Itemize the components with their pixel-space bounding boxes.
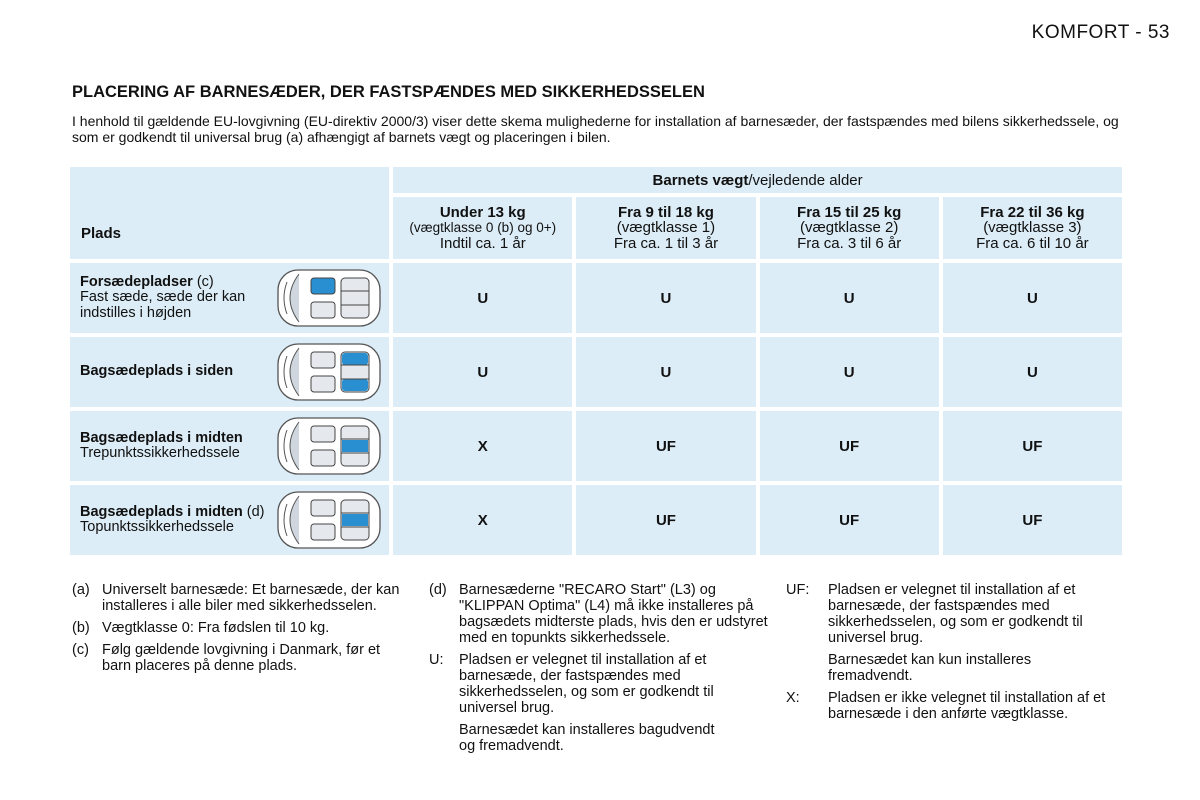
table-cell: X [393, 411, 572, 481]
table-cell: U [760, 263, 939, 333]
row-sub: Topunktssikkerhedssele [80, 519, 234, 535]
plads-header: Plads [81, 224, 122, 242]
column-klasse: (vægtklasse 1) [616, 219, 716, 237]
row-name-suffix: (c) [192, 273, 214, 290]
notes-column-1 [72, 582, 417, 680]
car-front-seat-icon [277, 268, 381, 328]
notes-column-2 [429, 582, 774, 760]
column-klasse: (vægtklasse 2) [799, 219, 899, 237]
table-cell: UF [760, 485, 939, 555]
row-header [70, 263, 389, 333]
column-klasse: (vægtklasse 3) [983, 219, 1082, 237]
column-age: Fra ca. 3 til 6 år [797, 234, 902, 252]
footnote [72, 620, 417, 636]
weight-group-bold: Barnets vægt [652, 171, 749, 189]
column-age: Fra ca. 6 til 10 år [976, 234, 1089, 252]
footnote [72, 582, 417, 614]
footnote-label: (c) [72, 642, 89, 658]
footnote-label: U: [429, 652, 444, 668]
footnote-text: Universelt barnesæde: Et barnesæde, der kan installeres i alle biler med sikkerhedsselen. [102, 582, 400, 614]
footnote [72, 642, 417, 674]
footnote-text: Pladsen er velegnet til installation af et barnesæde, der fastspændes med sikkerhedsselen, og som er godkendt til universel brug. [828, 582, 1083, 646]
car-rear-side-seat-icon [277, 342, 381, 402]
table-row [70, 485, 1122, 555]
footnote-text: Pladsen er velegnet til installation af et barnesæde, der fastspændes med sikkerhedsselen, og som er godkendt til universel brug. [459, 652, 714, 716]
column-age: Indtil ca. 1 år [439, 234, 526, 252]
table-cell: U [576, 337, 755, 407]
row-name: Bagsædeplads i midten [80, 429, 243, 446]
footnote [786, 582, 1131, 684]
row-name-suffix: (d) [242, 503, 265, 520]
section-title: PLACERING AF BARNESÆDER, DER FASTSPÆNDES MED SIKKERHEDSSELEN [72, 83, 705, 101]
footnote [786, 690, 1131, 722]
child-seat-table [66, 163, 1126, 559]
table-cell: U [943, 263, 1122, 333]
table-cell: UF [943, 411, 1122, 481]
footnote-text: Barnesæderne "RECARO Start" (L3) og "KLIPPAN Optima" (L4) må ikke installeres på bagsædets midterste plads, hvis den er udstyret med en topunkts sikkerhedssele. [459, 582, 768, 646]
footnote-label: X: [786, 690, 800, 706]
column-header [943, 197, 1122, 259]
footnote-label: UF: [786, 582, 810, 598]
table-row [70, 337, 1122, 407]
table-cell: UF [943, 485, 1122, 555]
row-name: Forsædepladser [80, 273, 193, 290]
car-rear-middle-seat-icon [277, 490, 381, 550]
car-rear-middle-seat-icon [277, 416, 381, 476]
row-header [70, 411, 389, 481]
weight-group-rest: /vejledende alder [748, 171, 863, 189]
table-cell: U [760, 337, 939, 407]
intro-text: I henhold til gældende EU-lovgivning (EU-direktiv 2000/3) viser dette skema mulighederne for installation af barnesæder, der fastspændes med bilens sikkerhedssele, og som er godkendt til universal brug (a) afhængigt af barnets vægt og placeringen i bilen. [72, 113, 1119, 145]
row-name: Bagsædeplads i midten [80, 503, 243, 520]
column-header [393, 197, 572, 259]
footnote-label: (a) [72, 582, 90, 598]
row-name: Bagsædeplads i siden [80, 363, 234, 380]
row-header [70, 485, 389, 555]
footnote-extra: Barnesædet kan kun installeres fremadvendt. [828, 652, 1032, 684]
table-cell: UF [576, 485, 755, 555]
footnote-text: Pladsen er ikke velegnet til installation af et barnesæde i den anførte vægtklasse. [828, 690, 1106, 722]
table-row [70, 263, 1122, 333]
column-klasse: (vægtklasse 0 (b) og 0+) [409, 220, 557, 236]
footnote [429, 652, 774, 754]
table-row [70, 411, 1122, 481]
column-title: Fra 9 til 18 kg [618, 203, 714, 221]
table-cell: U [943, 337, 1122, 407]
notes-column-3 [786, 582, 1131, 728]
column-title: Under 13 kg [439, 203, 526, 221]
table-cell: U [576, 263, 755, 333]
footnote-text: Følg gældende lovgivning i Danmark, før et barn placeres på denne plads. [102, 642, 381, 674]
table-cell: X [393, 485, 572, 555]
row-sub: Trepunktssikkerhedssele [80, 445, 240, 461]
column-title: Fra 15 til 25 kg [797, 203, 902, 221]
table-cell: U [393, 263, 572, 333]
footnote-extra: Barnesædet kan installeres bagudvendt og fremadvendt. [459, 722, 715, 754]
page-header: KOMFORT - 53 [1031, 22, 1170, 43]
table-cell: U [393, 337, 572, 407]
row-header [70, 337, 389, 407]
column-header [576, 197, 755, 259]
footnote [429, 582, 774, 646]
column-title: Fra 22 til 36 kg [980, 203, 1085, 221]
table-cell: UF [576, 411, 755, 481]
column-header [760, 197, 939, 259]
footnote-label: (b) [72, 620, 90, 636]
row-sub: Fast sæde, sæde der kan indstilles i højden [80, 289, 246, 321]
column-age: Fra ca. 1 til 3 år [613, 234, 719, 252]
table-cell: UF [760, 411, 939, 481]
footnote-text: Vægtklasse 0: Fra fødslen til 10 kg. [102, 620, 330, 636]
plads-header-cell [70, 167, 389, 259]
footnote-label: (d) [429, 582, 447, 598]
weight-group-header [393, 167, 1122, 193]
